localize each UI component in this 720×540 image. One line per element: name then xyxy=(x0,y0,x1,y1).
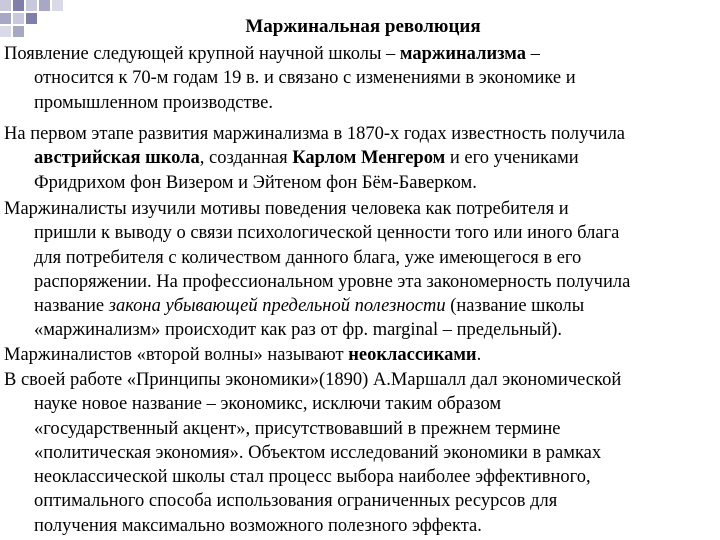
paragraph-neoclassics: Маржиналистов «второй волны» называют неоклассиками. xyxy=(4,345,482,365)
paragraph-marginalism-origin: Появление следующей крупной научной школы – маржинализма – относится к 70-м годам 19 в. и связано с изменениями в экономике и промышленном производстве. xyxy=(4,44,576,113)
paragraph-austrian-school: На первом этапе развития маржинализма в 1870-х годах известность получила австрийская школа, созданная Карлом Менгером и его учениками Фридрихом фон Визером и Эйтеном фон Бём-Баверком. xyxy=(4,124,626,193)
deco-square xyxy=(26,0,37,11)
page-title: Маржинальная революция xyxy=(245,16,481,37)
deco-square xyxy=(39,0,50,11)
deco-square xyxy=(0,0,11,11)
paragraph-marginal-utility: Маржиналисты изучили мотивы поведения человека как потребителя и пришли к выводу о связи психологической ценности того или иного блага для потребителя с количеством данного блага, уже имеющегося в его распоряжении. На профессиональном уровне эта закономерность получила название закона убывающей предельной полезности (название школы «маржинализм» происходит как раз от фр. marginal – предельный). xyxy=(4,199,631,341)
deco-square xyxy=(13,0,24,11)
deco-square xyxy=(52,0,63,11)
paragraph-marshall: В своей работе «Принципы экономики»(1890) А.Маршалл дал экономической науке новое название – экономикс, исключи таким образом «государственный акцент», присутствовавший в прежнем термине «политическая экономия». Объектом исследований экономики в рамках неоклассической школы стал процесс выбора наиболее эффективного, оптимального способа использования ограниченных ресурсов для получения максимально возможного полезного эффекта. xyxy=(4,370,622,536)
